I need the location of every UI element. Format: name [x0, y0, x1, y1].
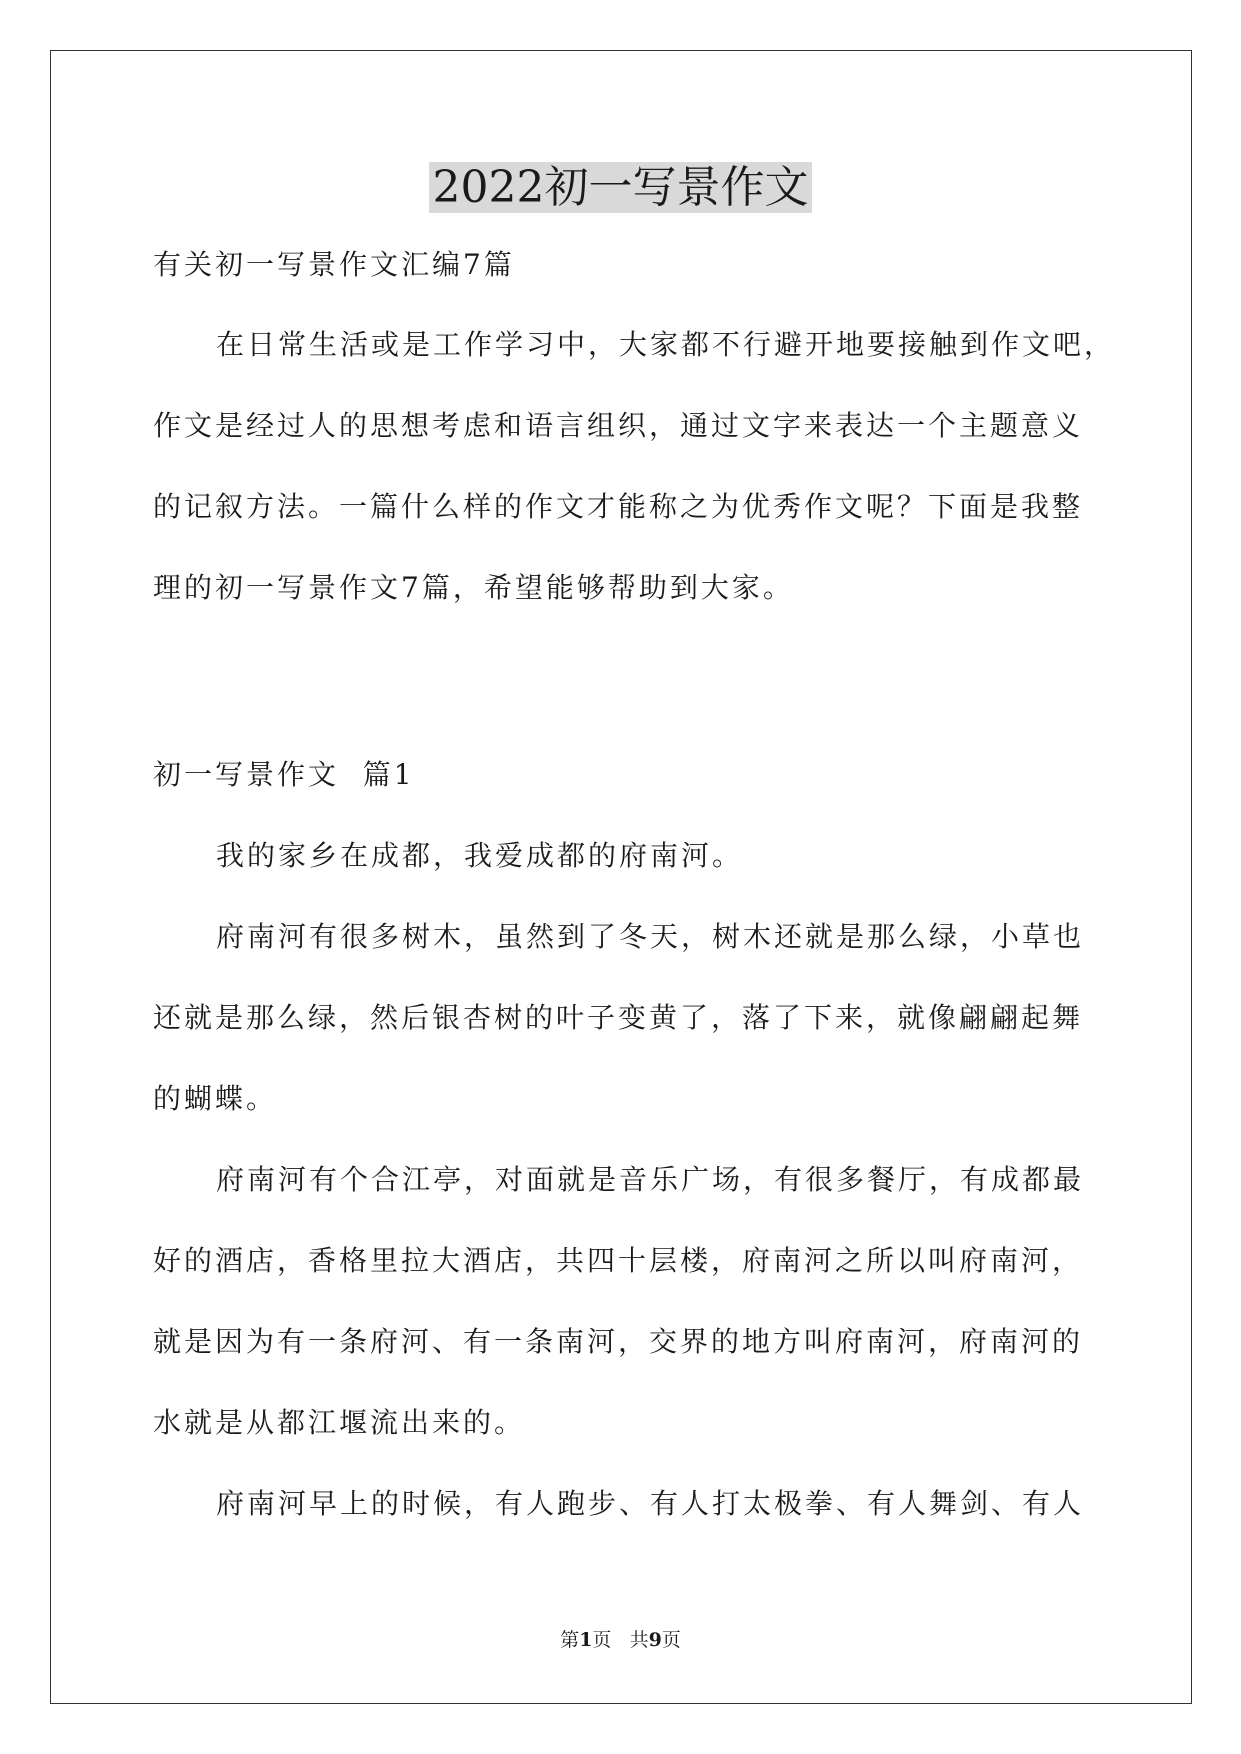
- document-title: [0, 160, 1241, 216]
- footer-total-suffix: 页: [661, 1629, 681, 1651]
- paragraph-line-4: 的蝴蝶。: [153, 1082, 278, 1115]
- paragraph-line-5: 府南河有个合江亭，对面就是音乐广场，有很多餐厅，有成都最: [216, 1163, 1085, 1196]
- footer-page-number: 1: [579, 1629, 593, 1651]
- paragraph-line-7: 就是因为有一条府河、有一条南河，交界的地方叫府南河，府南河的: [153, 1325, 1084, 1358]
- section-heading: 初一写景作文 篇1: [153, 758, 415, 791]
- paragraph-line-1: 我的家乡在成都，我爱成都的府南河。: [216, 839, 744, 872]
- paragraph-line-3: 还就是那么绿，然后银杏树的叶子变黄了，落了下来，就像翩翩起舞: [153, 1001, 1084, 1034]
- document-title-text: 2022初一写景作文: [429, 162, 813, 213]
- paragraph-line-6: 好的酒店，香格里拉大酒店，共四十层楼，府南河之所以叫府南河，: [153, 1244, 1084, 1277]
- footer-page-suffix: 页: [592, 1629, 612, 1651]
- footer-total-number: 9: [648, 1629, 662, 1651]
- page-footer: [0, 1628, 1241, 1652]
- footer-page-prefix: 第: [560, 1629, 580, 1651]
- intro-line-2: 作文是经过人的思想考虑和语言组织，通过文字来表达一个主题意义: [153, 409, 1084, 442]
- page-border: [50, 50, 1192, 1704]
- document-subtitle: 有关初一写景作文汇编7篇: [153, 248, 515, 281]
- footer-total-prefix: 共: [629, 1629, 649, 1651]
- paragraph-line-8: 水就是从都江堰流出来的。: [153, 1406, 526, 1439]
- paragraph-line-2: 府南河有很多树木，虽然到了冬天，树木还就是那么绿，小草也: [216, 920, 1085, 953]
- intro-line-1: 在日常生活或是工作学习中，大家都不行避开地要接触到作文吧，: [216, 328, 1116, 361]
- paragraph-line-9: 府南河早上的时候，有人跑步、有人打太极拳、有人舞剑、有人: [216, 1487, 1085, 1520]
- intro-line-3: 的记叙方法。一篇什么样的作文才能称之为优秀作文呢？下面是我整: [153, 490, 1084, 523]
- intro-line-4: 理的初一写景作文7篇，希望能够帮助到大家。: [153, 571, 794, 604]
